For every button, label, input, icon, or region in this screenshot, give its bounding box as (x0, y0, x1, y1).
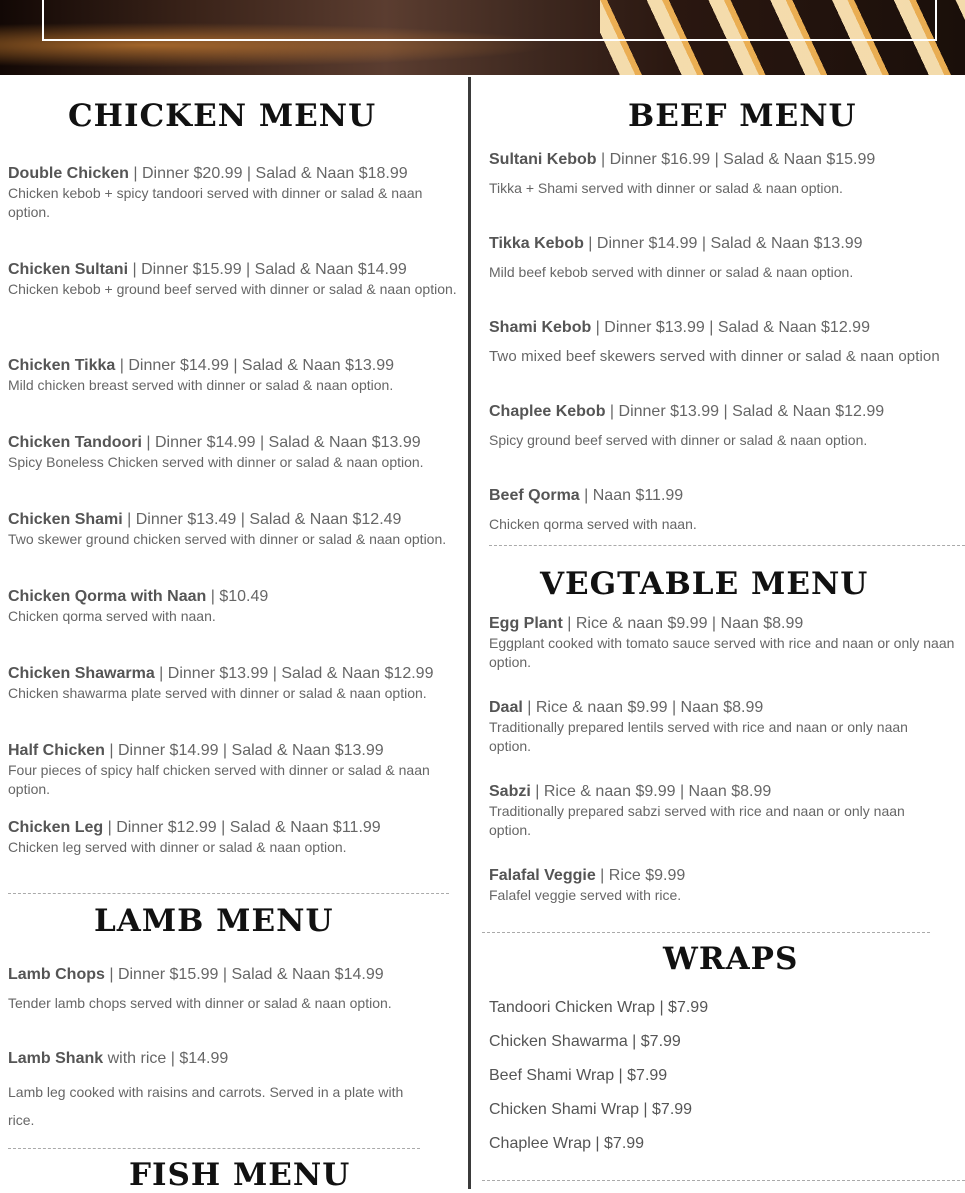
item-description: Falafel veggie served with rice. (489, 887, 682, 903)
wrap-item: Beef Shami Wrap | $7.99 (489, 1067, 668, 1084)
item-price: | Rice & naan $9.99 | Naan $8.99 (530, 783, 772, 800)
item-name: Sabzi (489, 783, 531, 800)
menu-item (489, 486, 965, 534)
menu-item (489, 866, 939, 905)
menu-item (8, 260, 463, 299)
item-price: | Dinner $14.99 | Salad & Naan $13.99 (583, 235, 863, 252)
item-price: | Dinner $14.99 | Salad & Naan $13.99 (115, 357, 395, 374)
item-description: Mild chicken breast served with dinner or salad & naan option. (8, 377, 394, 393)
section-separator (8, 1148, 420, 1149)
menu-item (8, 356, 468, 395)
item-description: Two mixed beef skewers served with dinner or salad & naan option (489, 348, 940, 365)
menu-item (8, 965, 463, 1013)
item-description: Eggplant cooked with tomato sauce served with rice and naan or only naan option. (489, 635, 955, 670)
menu-item (8, 741, 463, 799)
item-description: Mild beef kebob served with dinner or salad & naan option. (489, 264, 854, 280)
item-description: Tikka + Shami served with dinner or salad & naan option. (489, 180, 843, 196)
wrap-item: Chaplee Wrap | $7.99 (489, 1135, 645, 1152)
item-name: Falafal Veggie (489, 867, 596, 884)
item-description: Lamb leg cooked with raisins and carrots. Served in a plate with rice. (8, 1084, 404, 1128)
item-price: | Rice & naan $9.99 | Naan $8.99 (562, 615, 804, 632)
menu-item (489, 402, 965, 450)
item-name: Double Chicken (8, 165, 129, 182)
section-separator (8, 893, 449, 894)
item-price: | Dinner $14.99 | Salad & Naan $13.99 (104, 742, 384, 759)
item-name: Chicken Sultani (8, 261, 129, 278)
item-description: Two skewer ground chicken served with dinner or salad & naan option. (8, 531, 447, 547)
menu-item (489, 150, 965, 198)
item-description: Chicken kebob + ground beef served with dinner or salad & naan option. (8, 281, 457, 297)
item-name: Half Chicken (8, 742, 105, 759)
item-price: | Dinner $16.99 | Salad & Naan $15.99 (596, 151, 876, 168)
item-price: | Rice $9.99 (595, 867, 686, 884)
item-price: | Dinner $14.99 | Salad & Naan $13.99 (141, 434, 421, 451)
item-name: Chicken Shawarma (8, 665, 155, 682)
item-description: Spicy ground beef served with dinner or salad & naan option. (489, 432, 868, 448)
section-separator (482, 932, 930, 933)
section-separator (482, 1180, 965, 1181)
item-name: Shami Kebob (489, 319, 592, 336)
item-name: Chicken Leg (8, 819, 104, 836)
item-description: Traditionally prepared sabzi served with rice and naan or only naan option. (489, 803, 905, 838)
item-price: | Dinner $13.99 | Salad & Naan $12.99 (605, 403, 885, 420)
item-price: | Dinner $15.99 | Salad & Naan $14.99 (128, 261, 407, 278)
item-description: Chicken leg served with dinner or salad & naan option. (8, 839, 347, 855)
item-price: | $10.49 (206, 588, 269, 605)
beef-menu-heading: BEEF MENU (628, 98, 857, 134)
item-description: Spicy Boneless Chicken served with dinner or salad & naan option. (8, 454, 424, 470)
item-name: Daal (489, 699, 523, 716)
menu-item (8, 510, 468, 549)
item-price: | Naan $11.99 (579, 487, 684, 504)
menu-item (489, 234, 965, 282)
menu-item (8, 164, 463, 222)
column-divider (468, 77, 471, 1189)
menu-item (8, 818, 463, 857)
fish-menu-heading: FISH MENU (129, 1157, 351, 1193)
banner-frame (42, 0, 937, 41)
item-name: Lamb Chops (8, 966, 105, 983)
item-name: Sultani Kebob (489, 151, 597, 168)
item-price: | Dinner $13.99 | Salad & Naan $12.99 (154, 665, 434, 682)
menu-item (489, 782, 939, 840)
chicken-menu-heading: CHICKEN MENU (68, 98, 377, 134)
item-name: Chaplee Kebob (489, 403, 606, 420)
item-description: Chicken shawarma plate served with dinner or salad & naan option. (8, 685, 427, 701)
item-description: Traditionally prepared lentils served with rice and naan or only naan option. (489, 719, 908, 754)
item-description: Chicken kebob + spicy tandoori served with dinner or salad & naan option. (8, 185, 423, 220)
item-price: | Dinner $13.49 | Salad & Naan $12.49 (122, 511, 402, 528)
item-name: Chicken Qorma with Naan (8, 588, 207, 605)
item-description: Chicken qorma served with naan. (489, 516, 697, 532)
menu-item (489, 614, 959, 672)
menu-item (8, 1049, 408, 1134)
wrap-item: Chicken Shami Wrap | $7.99 (489, 1101, 693, 1118)
wrap-item: Tandoori Chicken Wrap | $7.99 (489, 999, 709, 1016)
item-name: Egg Plant (489, 615, 563, 632)
menu-item (8, 664, 466, 703)
hero-banner-image (0, 0, 965, 75)
item-name: Beef Qorma (489, 487, 580, 504)
item-price: | Dinner $12.99 | Salad & Naan $11.99 (103, 819, 381, 836)
menu-item (8, 433, 468, 472)
item-description: Four pieces of spicy half chicken served with dinner or salad & naan option. (8, 762, 430, 797)
item-description: Tender lamb chops served with dinner or salad & naan option. (8, 995, 392, 1011)
menu-item (489, 698, 939, 756)
item-name: Tikka Kebob (489, 235, 584, 252)
item-price: | Dinner $13.99 | Salad & Naan $12.99 (591, 319, 870, 336)
wraps-heading: WRAPS (663, 941, 799, 977)
vegetable-menu-heading: VEGTABLE MENU (540, 566, 869, 602)
wrap-item: Chicken Shawarma | $7.99 (489, 1033, 681, 1050)
item-name: Chicken Shami (8, 511, 123, 528)
section-separator (489, 545, 965, 546)
item-price: | Dinner $20.99 | Salad & Naan $18.99 (128, 165, 408, 182)
menu-item (489, 318, 965, 366)
item-name: Chicken Tandoori (8, 434, 142, 451)
item-description: Chicken qorma served with naan. (8, 608, 216, 624)
item-price: | Dinner $15.99 | Salad & Naan $14.99 (104, 966, 384, 983)
lamb-menu-heading: LAMB MENU (94, 903, 334, 939)
item-name: Lamb Shank (8, 1050, 104, 1067)
menu-item (8, 587, 463, 626)
item-price: with rice | $14.99 (103, 1050, 229, 1067)
item-name: Chicken Tikka (8, 357, 116, 374)
item-price: | Rice & naan $9.99 | Naan $8.99 (522, 699, 764, 716)
